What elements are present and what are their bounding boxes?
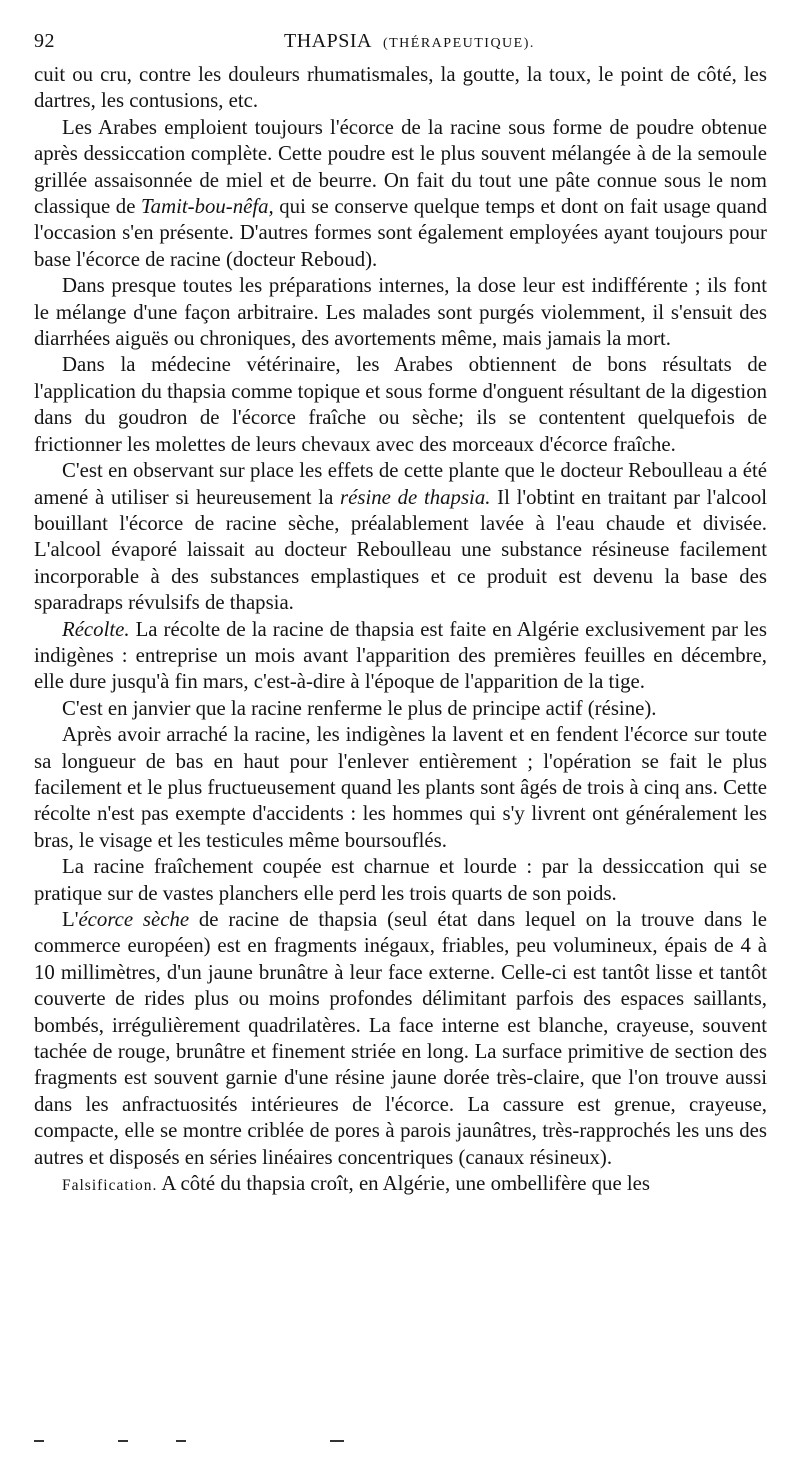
footer-rule-marks: [34, 1440, 394, 1444]
italic-term: résine de thapsia.: [340, 485, 491, 509]
paragraph-text: qui se conserve quelque temps et dont on fait usage quand l'occasion s'en présente. D'autres formes sont également employées ayant toujours pour base l'écorce de racine (docteur Reboud).: [34, 195, 767, 271]
section-label-falsification: Falsification.: [62, 1177, 158, 1195]
paragraph-text: L': [62, 908, 79, 931]
italic-term: Tamit-bou-nêfa,: [141, 195, 274, 219]
paragraph: [34, 115, 767, 273]
paragraph: Dans la médecine vétérinaire, les Arabes obtiennent de bons résultats de l'application du thapsia comme topique et sous forme d'onguent résultant de la digestion dans du goudron de l'écorce fraîche ou sèche; ils se contentent quelquefois de frictionner les molettes de leurs chevaux avec des morceaux d'écorce fraîche.: [34, 353, 767, 456]
paragraph: La racine fraîchement coupée est charnue et lourde : par la dessiccation qui se pratique sur de vastes planchers elle perd les trois quarts de son poids.: [34, 855, 767, 905]
body-text: [34, 62, 767, 1199]
page-number: 92: [34, 30, 55, 52]
footer-mark: [34, 1440, 44, 1442]
paragraph-text: Les Arabes emploient toujours l'écorce de la racine sous forme de poudre obtenue après dessiccation complète. Cette poudre est le plus souvent mélangée à de la semoule grillée assaisonnée de miel et de beurre. On fait du tout une pâte connue sous le nom classique de: [34, 115, 767, 219]
italic-term: écorce sèche: [78, 908, 190, 931]
running-head: [284, 30, 535, 53]
paragraph: C'est en janvier que la racine renferme le plus de principe actif (résine).: [62, 696, 657, 720]
running-head-subtitle: (THÉRAPEUTIQUE).: [382, 36, 535, 51]
footer-mark: [118, 1440, 128, 1442]
paragraph-text: La récolte de la racine de thapsia est faite en Algérie exclusivement par les indigènes : entreprise un mois avant l'apparition des premières feuilles en décembre, elle dure jusqu'à fin mars, c'est-à-dire à l'époque de l'apparition de la tige.: [34, 617, 767, 694]
paragraph-text: de racine de thapsia (seul état dans lequel on la trouve dans le commerce européen) est en fragments inégaux, friables, peu volumineux, épais de 4 à 10 millimètres, d'un jaune brunâtre à leur face externe. Celle-ci est tantôt lisse et tantôt couverte de rides plus ou moins profondes délimitant parfois des espaces saillants, bombés, irrégulièrement quadrilatères. La face interne est blanche, crayeuse, souvent tachée de rouge, brunâtre et finement striée en long. La surface primitive de section des fragments est souvent garnie d'une résine jaune dorée très-claire, que l'on trouve aussi dans les anfractuosités intérieures de l'écorce. La cassure est grenue, crayeuse, compacte, elle se montre criblée de pores à parois jaunâtres, très-rapprochés les uns des autres et disposés en séries linéaires concentriques (canaux résineux).: [34, 908, 767, 1169]
paragraph-text: A côté du thapsia croît, en Algérie, une ombellifère que les: [157, 1172, 650, 1196]
page-header: [34, 30, 764, 60]
footer-mark: [176, 1440, 186, 1442]
paragraph: [34, 907, 767, 1171]
section-label-recolte: Récolte.: [62, 617, 130, 641]
running-head-title: THAPSIA: [284, 30, 372, 52]
paragraph-text: C'est en observant sur place les effets de cette plante que le docteur Reboulleau a été amené à utiliser si heureusement la: [34, 459, 767, 509]
paragraph: [34, 617, 767, 696]
paragraph: cuit ou cru, contre les douleurs rhumatismales, la goutte, la toux, le point de côté, les dartres, les contusions, etc.: [34, 63, 767, 113]
paragraph: [34, 458, 767, 616]
paragraph: Dans presque toutes les préparations internes, la dose leur est indifférente ; ils font le mélange d'une façon arbitraire. Les malades sont purgés violemment, il s'ensuit des diarrhées aiguës ou chroniques, des avortements même, mais jamais la mort.: [34, 274, 767, 351]
footer-mark: [330, 1440, 344, 1442]
paragraph: [34, 1171, 767, 1199]
paragraph: Après avoir arraché la racine, les indigènes la lavent et en fendent l'écorce sur toute sa longueur de bas en haut pour l'enlever entièrement ; l'opération se fait le plus facilement et le plus fructueusement quand les plants sont âgés de trois à cinq ans. Cette récolte n'est pas exempte d'accidents : les hommes qui s'y livrent ont généralement les bras, le visage et les testicules même boursouflés.: [34, 723, 767, 852]
paragraph-text: Il l'obtint en traitant par l'alcool bouillant l'écorce de racine sèche, préalablement lavée à l'eau chaude et divisée. L'alcool évaporé laissait au docteur Reboulleau une substance résineuse facilement incorporable à des substances emplastiques et ce produit est devenu la base des sparadraps révulsifs de thapsia.: [34, 485, 768, 615]
